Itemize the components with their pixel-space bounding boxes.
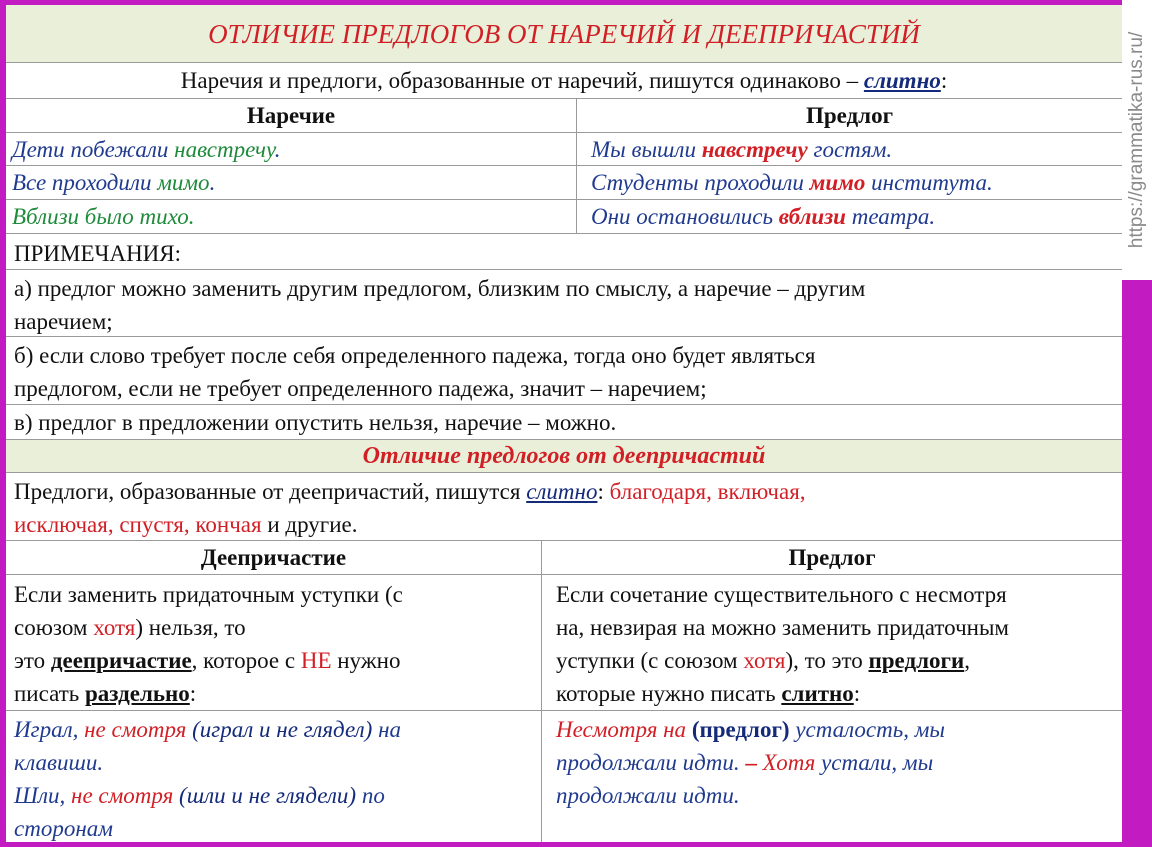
table1-row bbox=[6, 133, 1122, 166]
intro-text: Наречия и предлоги, образованные от наречий, пишутся одинаково – bbox=[180, 68, 864, 93]
watermark: https://grammatika-rus.ru/ bbox=[1122, 0, 1152, 280]
table2-examples-row bbox=[6, 711, 1122, 842]
table2-header-preposition: Предлог bbox=[541, 541, 1122, 574]
table1-header-adverb: Наречие bbox=[246, 103, 336, 128]
gerund-rule: Если заменить придаточным уступки (с союзом хотя) нельзя, то это деепричастие, которое с НЕ нужно писать раздельно: bbox=[14, 582, 403, 706]
table1-header-preposition: Предлог bbox=[576, 99, 1122, 132]
note-c: в) предлог в предложении опустить нельзя, наречие – можно. bbox=[6, 405, 1122, 440]
table1-header bbox=[6, 99, 1122, 133]
adverb-example: Дети побежали навстречу. bbox=[12, 137, 281, 162]
note-b: б) если слово требует после себя определенного падежа, тогда оно будет являться предлогом, если не требует определенного падежа, значит – наречием; bbox=[6, 337, 1122, 405]
notes-heading: ПРИМЕЧАНИЯ: bbox=[6, 234, 1122, 270]
gerund-example: Играл, не смотря (играл и не глядел) на клавиши. Шли, не смотря (шли и не глядели) по сторонам bbox=[14, 717, 401, 841]
note-a: а) предлог можно заменить другим предлогом, близким по смыслу, а наречие – другим наречием; bbox=[6, 270, 1122, 337]
table2-rules-row bbox=[6, 575, 1122, 711]
preposition-example: Они остановились вблизи театра. bbox=[576, 200, 1122, 233]
intro-line bbox=[6, 63, 1122, 99]
table1-row bbox=[6, 200, 1122, 234]
intro-emphasis: слитно bbox=[863, 68, 941, 93]
adverb-example: Вблизи было тихо. bbox=[12, 204, 195, 229]
preposition-example: Мы вышли навстречу гостям. bbox=[576, 133, 1122, 165]
intro-end: : bbox=[940, 68, 948, 93]
adverb-example: Все проходили мимо. bbox=[12, 170, 216, 195]
section2-title: Отличие предлогов от деепричастий bbox=[6, 440, 1122, 473]
preposition-rule: Если сочетание существительного с несмотря на, невзирая на можно заменить придаточным уступки (с союзом хотя), то это предлоги, которые нужно писать слитно: bbox=[541, 575, 1122, 710]
preposition-example: Студенты проходили мимо института. bbox=[576, 166, 1122, 199]
preposition-example-2: Несмотря на (предлог) усталость, мы продолжали идти. – Хотя устали, мы продолжали идти. bbox=[541, 711, 1122, 842]
section2-intro: Предлоги, образованные от деепричастий, пишутся слитно: благодаря, включая, исключая, спустя, кончая и другие. bbox=[6, 473, 1122, 541]
table2-header bbox=[6, 541, 1122, 575]
page-title: ОТЛИЧИЕ ПРЕДЛОГОВ ОТ НАРЕЧИЙ И ДЕЕПРИЧАСТИЙ bbox=[6, 5, 1122, 63]
rule-sheet bbox=[6, 5, 1122, 842]
table1-row bbox=[6, 166, 1122, 200]
table2-header-gerund: Деепричастие bbox=[200, 545, 347, 570]
